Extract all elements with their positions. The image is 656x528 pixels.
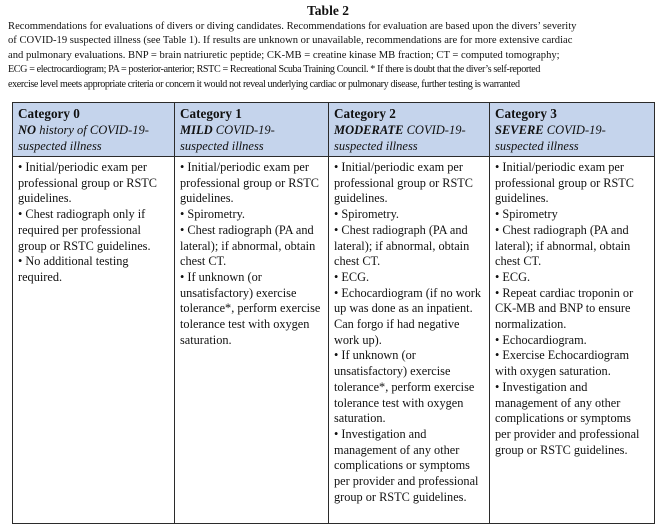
list-item: • No additional testing required. bbox=[18, 254, 169, 285]
table-title: Table 2 bbox=[307, 3, 349, 18]
list-item: • Initial/periodic exam per professional group or RSTC guidelines. bbox=[495, 160, 649, 207]
list-item: • Spirometry. bbox=[180, 207, 323, 223]
category-name: Category 0 bbox=[18, 106, 80, 121]
list-item: • Initial/periodic exam per professional group or RSTC guidelines. bbox=[180, 160, 323, 207]
list-item: • ECG. bbox=[334, 270, 484, 286]
list-item: • Spirometry bbox=[495, 207, 649, 223]
caption-line: and pulmonary evaluations. BNP = brain natriuretic peptide; CK-MB = creatine kinase MB fraction; CT = computed tomography; bbox=[8, 49, 560, 61]
recommendation-list bbox=[18, 160, 169, 286]
body-cell-category-0 bbox=[13, 157, 175, 524]
list-item: • Spirometry. bbox=[334, 207, 484, 223]
severity-label: MODERATE bbox=[334, 123, 404, 137]
table-caption bbox=[8, 20, 652, 92]
severity-label: MILD bbox=[180, 123, 213, 137]
category-description bbox=[334, 122, 484, 138]
list-item: • Chest radiograph only if required per professional group or RSTC guidelines. bbox=[18, 207, 169, 254]
list-item: • Chest radiograph (PA and lateral); if abnormal, obtain chest CT. bbox=[334, 223, 484, 270]
caption-line: exercise level meets appropriate criteria or concern it would not reveal underlying cardiac or pulmonary disease, further testing is warranted bbox=[8, 78, 520, 90]
list-item: • Chest radiograph (PA and lateral); if abnormal, obtain chest CT. bbox=[180, 223, 323, 270]
list-item: • ECG. bbox=[495, 270, 649, 286]
header-cell-category-2 bbox=[329, 103, 490, 157]
header-cell-category-3 bbox=[490, 103, 655, 157]
caption-line: of COVID-19 suspected illness (see Table 1). If results are unknown or unavailable, recommendations are for more extensive cardiac bbox=[8, 35, 573, 47]
list-item: • If unknown (or unsatisfactory) exercise tolerance*, perform exercise tolerance test with oxygen saturation. bbox=[180, 270, 323, 349]
header-cell-category-1 bbox=[175, 103, 329, 157]
list-item: • Investigation and management of any other complications or symptoms per provider and professional group or RSTC guidelines. bbox=[334, 427, 484, 506]
category-description bbox=[18, 122, 169, 138]
recommendation-list bbox=[495, 160, 649, 458]
category-description bbox=[495, 122, 649, 138]
body-cell-category-2 bbox=[329, 157, 490, 524]
category-description-line2: suspected illness bbox=[180, 139, 264, 153]
body-cell-category-3 bbox=[490, 157, 655, 524]
list-item: • If unknown (or unsatisfactory) exercise tolerance*, perform exercise tolerance test with oxygen saturation. bbox=[334, 348, 484, 427]
list-item: • Repeat cardiac troponin or CK-MB and BNP to ensure normalization. bbox=[495, 286, 649, 333]
category-description-line2: suspected illness bbox=[334, 139, 418, 153]
caption-line: Recommendations for evaluations of divers or diving candidates. Recommendations for evaluation are based upon the divers’ severity bbox=[8, 21, 577, 32]
description-rest: COVID-19- bbox=[212, 123, 275, 137]
header-cell-category-0 bbox=[13, 103, 175, 157]
description-rest: COVID-19- bbox=[543, 123, 606, 137]
category-name: Category 1 bbox=[180, 106, 242, 121]
category-description bbox=[180, 122, 323, 138]
table-body-row bbox=[13, 157, 655, 524]
caption-line: ECG = electrocardiogram; PA = posterior-anterior; RSTC = Recreational Scuba Training Council. * If there is doubt that the diver’s self-reported bbox=[8, 64, 541, 76]
description-rest: COVID-19- bbox=[403, 123, 466, 137]
category-name: Category 2 bbox=[334, 106, 396, 121]
list-item: • Initial/periodic exam per professional group or RSTC guidelines. bbox=[18, 160, 169, 207]
list-item: • Echocardiogram. bbox=[495, 333, 649, 349]
category-description-line2: suspected illness bbox=[18, 139, 102, 153]
list-item: • Exercise Echocardiogram with oxygen saturation. bbox=[495, 348, 649, 379]
severity-label: SEVERE bbox=[495, 123, 544, 137]
recommendations-table bbox=[12, 102, 655, 524]
category-description-line2: suspected illness bbox=[495, 139, 579, 153]
table-header-row bbox=[13, 103, 655, 157]
recommendation-list bbox=[334, 160, 484, 505]
list-item: • Chest radiograph (PA and lateral); if abnormal, obtain chest CT. bbox=[495, 223, 649, 270]
list-item: • Investigation and management of any other complications or symptoms per provider and professional group or RSTC guidelines. bbox=[495, 380, 649, 459]
list-item: • Echocardiogram (if no work up was done as an inpatient. Can forgo if had negative work up). bbox=[334, 286, 484, 349]
severity-label: NO bbox=[18, 123, 37, 137]
body-cell-category-1 bbox=[175, 157, 329, 524]
list-item: • Initial/periodic exam per professional group or RSTC guidelines. bbox=[334, 160, 484, 207]
recommendation-list bbox=[180, 160, 323, 348]
description-rest: history of COVID-19- bbox=[36, 123, 149, 137]
category-name: Category 3 bbox=[495, 106, 557, 121]
